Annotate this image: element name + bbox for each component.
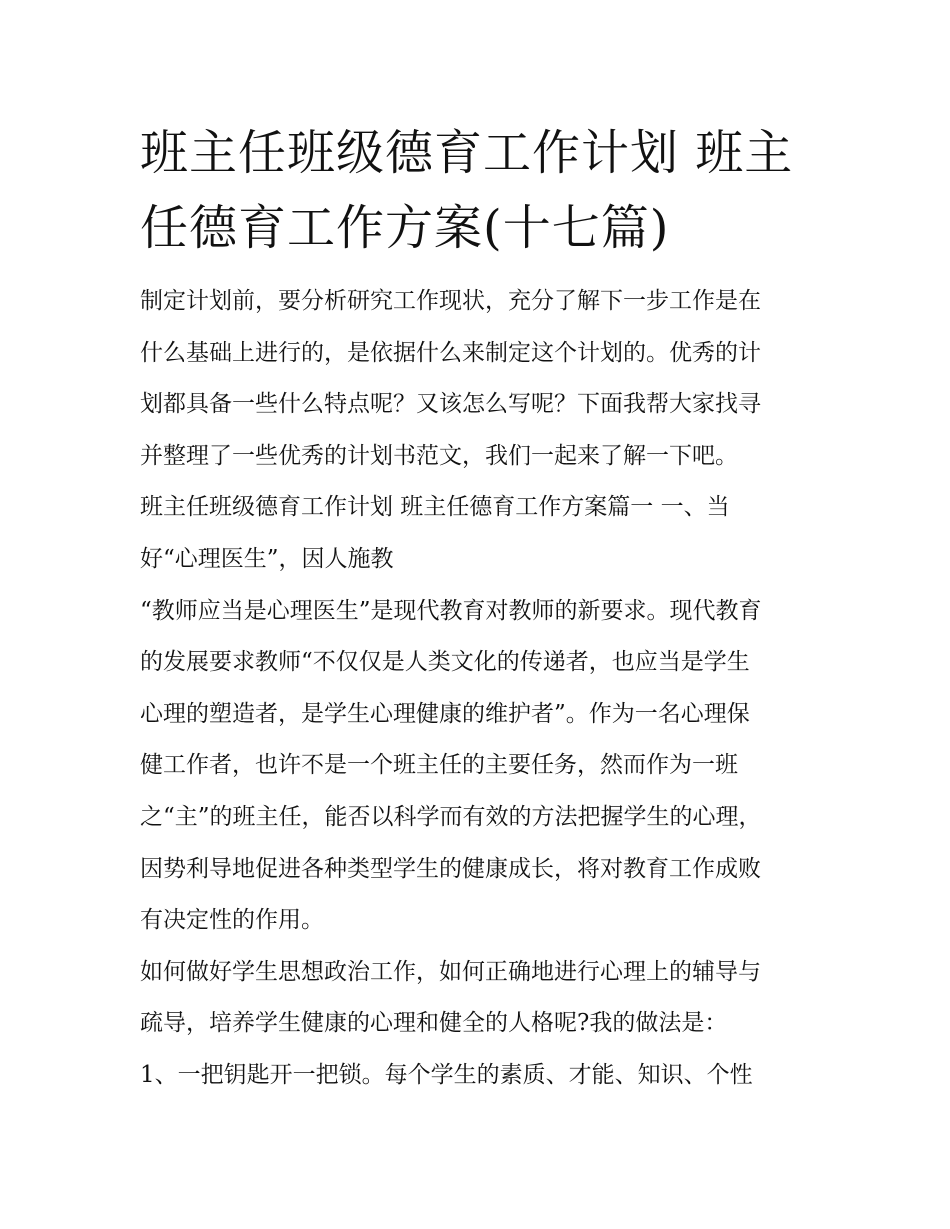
body-line: 并整理了一些优秀的计划书范文，我们一起来了解一下吧。 bbox=[140, 442, 738, 469]
body-line: 班主任班级德育工作计划 班主任德育工作方案篇一 一、当 bbox=[140, 494, 730, 521]
body-line: 划都具备一些什么特点呢？又该怎么写呢？下面我帮大家找寻 bbox=[140, 391, 761, 418]
body-line: 什么基础上进行的，是依据什么来制定这个计划的。优秀的计 bbox=[140, 339, 761, 366]
document-title bbox=[140, 116, 820, 266]
body-line: 1、一把钥匙开一把锁。每个学生的素质、才能、知识、个性 bbox=[140, 1061, 753, 1088]
body-line: 健工作者，也许不是一个班主任的主要任务，然而作为一班 bbox=[140, 752, 738, 779]
title-line: 班主任班级德育工作计划 班主 bbox=[140, 125, 794, 181]
document-body bbox=[140, 276, 812, 1102]
title-line: 任德育工作方案(十七篇) bbox=[140, 200, 670, 256]
body-line: 如何做好学生思想政治工作，如何正确地进行心理上的辅导与 bbox=[140, 958, 761, 985]
body-line: 之“主”的班主任，能否以科学而有效的方法把握学生的心理， bbox=[140, 803, 762, 830]
body-line: 的发展要求教师“不仅仅是人类文化的传递者，也应当是学生 bbox=[140, 649, 750, 676]
body-line: 疏导，培养学生健康的心理和健全的人格呢?我的做法是： bbox=[140, 1010, 728, 1037]
body-line: 因势利导地促进各种类型学生的健康成长，将对教育工作成败 bbox=[140, 855, 761, 882]
body-line: 有决定性的作用。 bbox=[140, 907, 324, 934]
body-line: “教师应当是心理医生”是现代教育对教师的新要求。现代教育 bbox=[140, 597, 762, 624]
body-line: 好“心理医生”，因人施教 bbox=[140, 545, 394, 572]
body-line: 制定计划前，要分析研究工作现状，充分了解下一步工作是在 bbox=[140, 288, 761, 314]
body-line: 心理的塑造者，是学生心理健康的维护者”。作为一名心理保 bbox=[140, 700, 750, 727]
